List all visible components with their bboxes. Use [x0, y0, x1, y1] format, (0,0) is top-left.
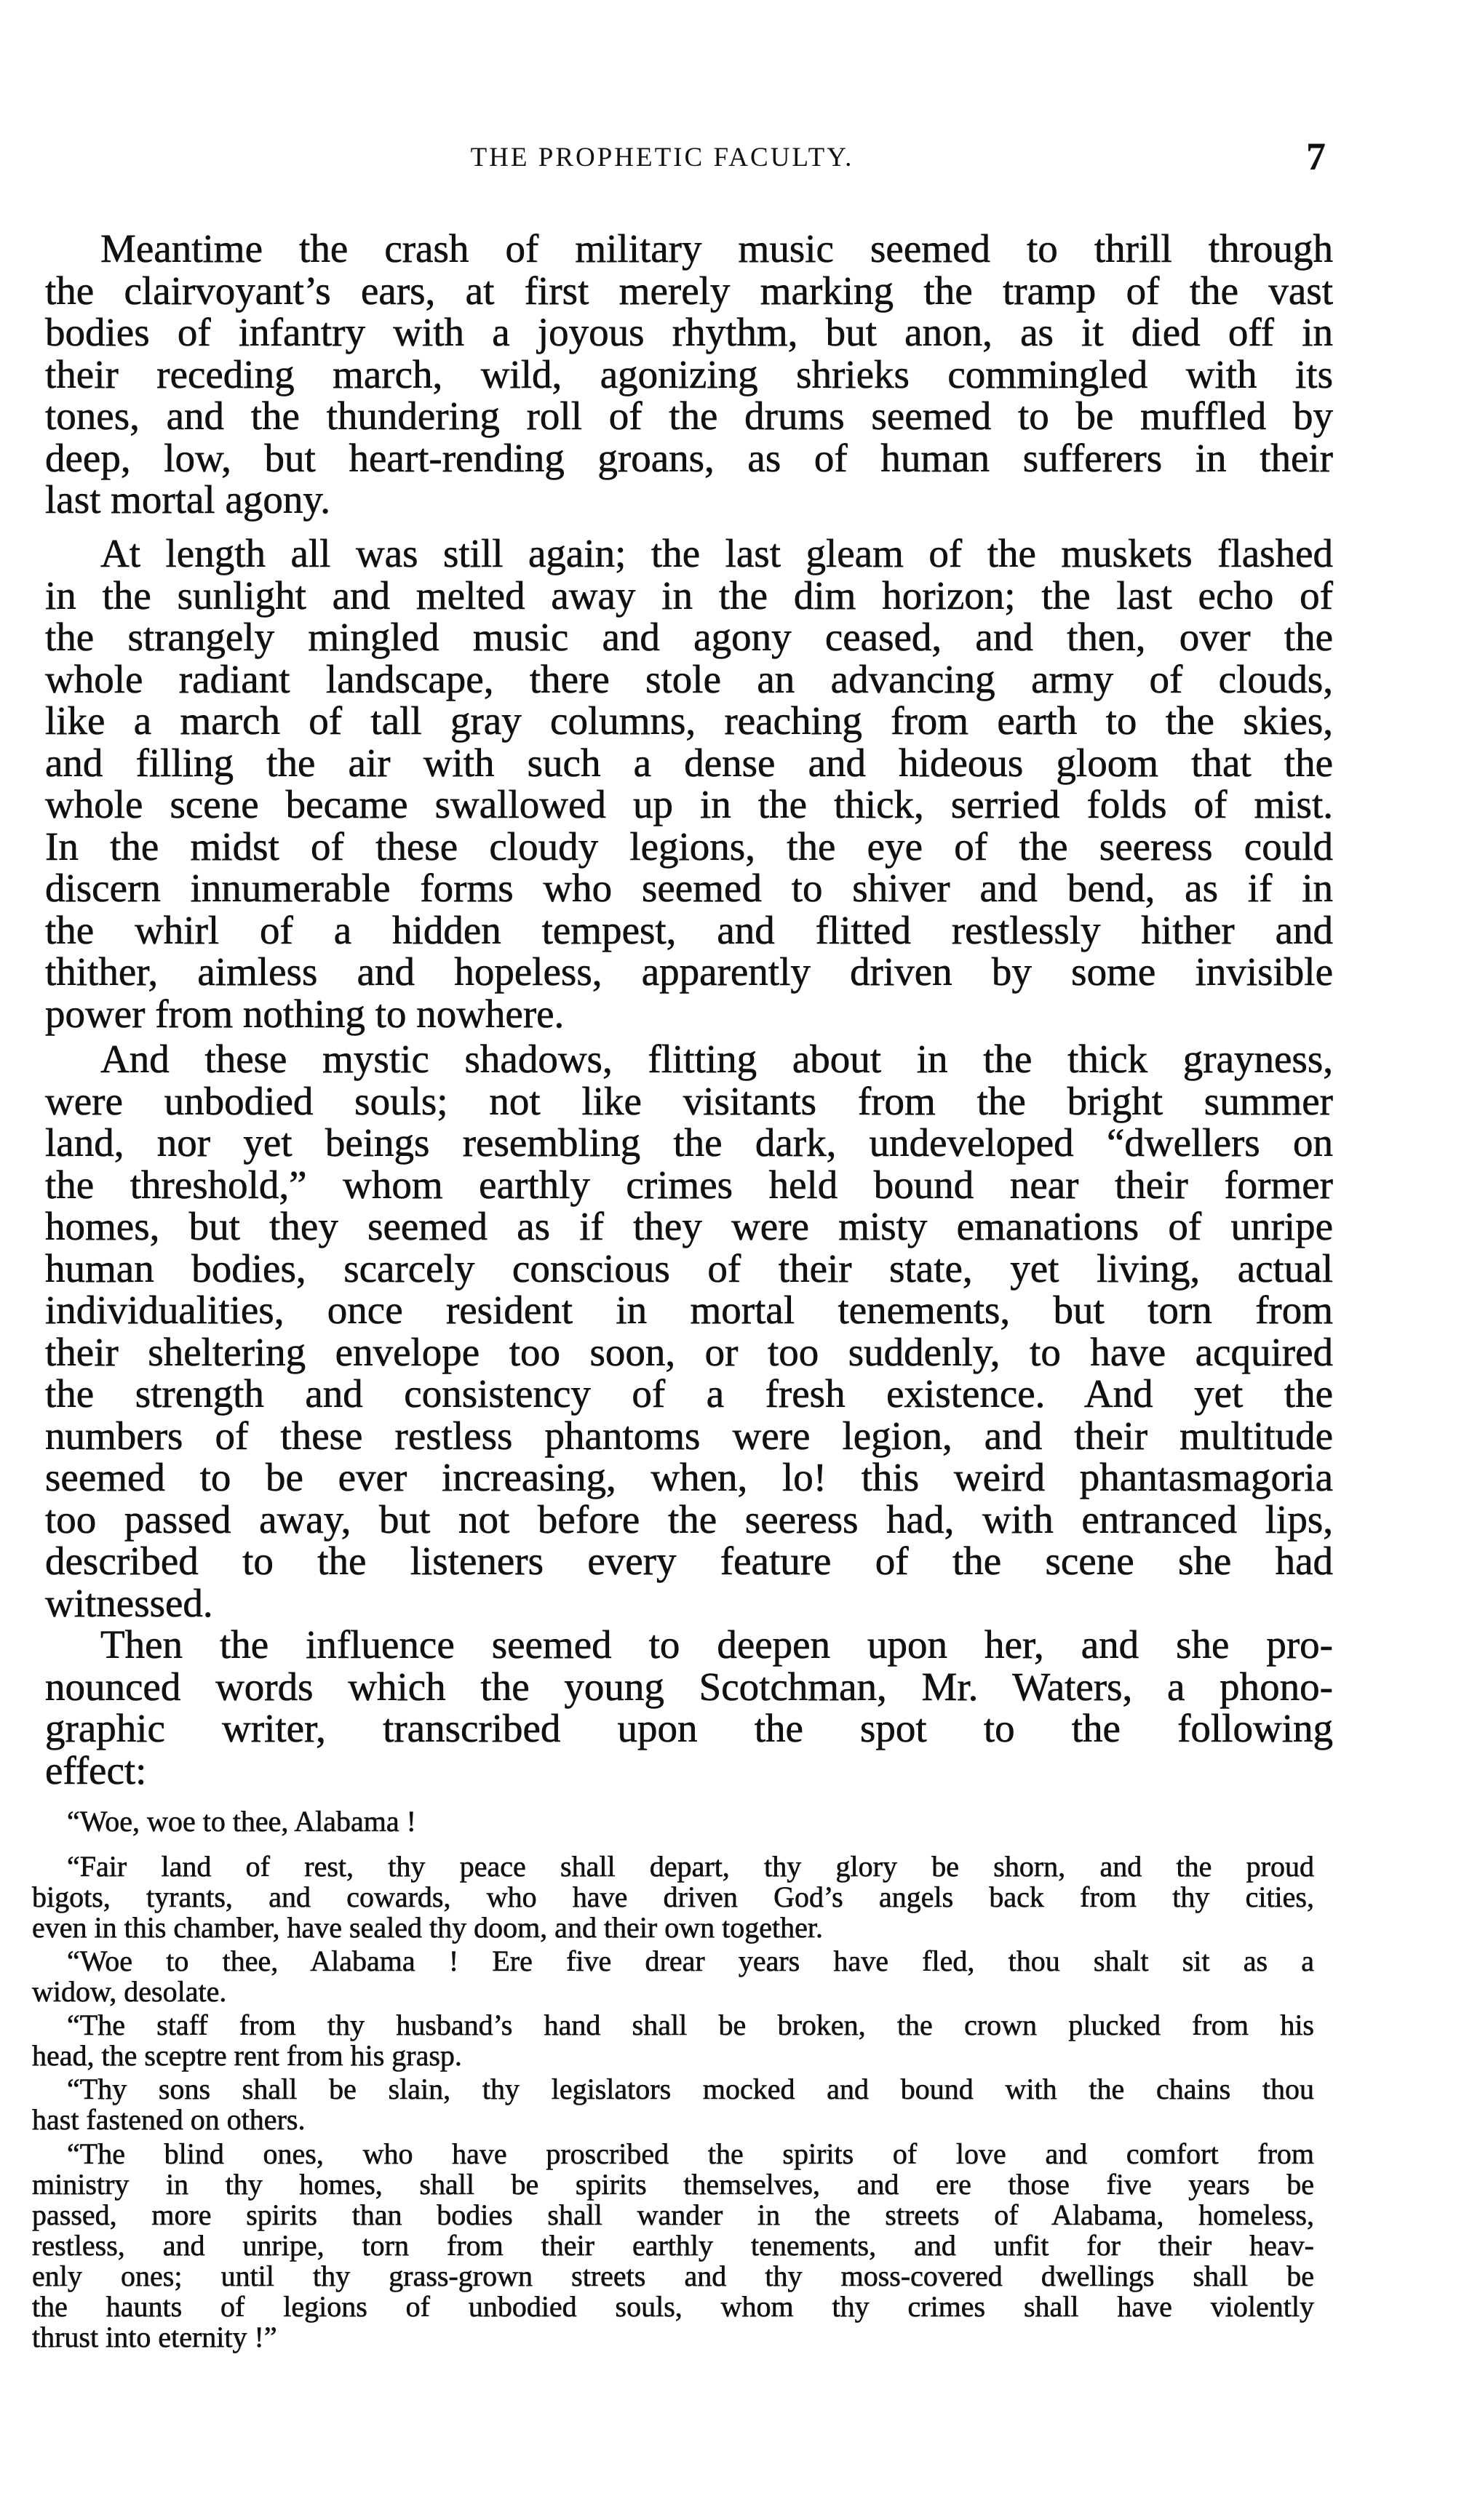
text-line: like a march of tall gray columns, reaching from earth to the skies, [45, 698, 1333, 743]
text-line: last mortal agony. [45, 477, 331, 522]
running-head: THE PROPHETIC FACULTY. [470, 143, 854, 172]
text-line: too passed away, but not before the seeress had, with entranced lips, [45, 1496, 1333, 1542]
text-line: the strangely mingled music and agony ceased, and then, over the [45, 615, 1333, 659]
text-line: the haunts of legions of unbodied souls, whom thy crimes shall have violently [32, 2290, 1314, 2323]
quote-paragraph [32, 2010, 1314, 2071]
text-line: head, the sceptre rent from his grasp. [32, 2039, 462, 2072]
text-line: their sheltering envelope too soon, or too suddenly, to have acquired [45, 1329, 1333, 1374]
text-line: and filling the air with such a dense and hideous gloom that the [45, 740, 1333, 785]
text-line: in the sunlight and melted away in the dim horizon; the last echo of [45, 573, 1333, 618]
text-line: “Thy sons shall be slain, thy legislators mocked and bound with the chains thou [67, 2073, 1314, 2105]
text-line: individualities, once resident in mortal tenements, but torn from [45, 1288, 1333, 1332]
text-line: the whirl of a hidden tempest, and flitted restlessly hither and [45, 907, 1333, 952]
text-line: whole scene became swallowed up in the thick, serried folds of mist. [45, 782, 1333, 826]
text-line: restless, and unripe, torn from their earthly tenements, and unfit for their heav- [32, 2229, 1314, 2262]
text-line: hast fastened on others. [32, 2103, 306, 2136]
text-line: whole radiant landscape, there stole an advancing army of clouds, [45, 656, 1333, 701]
text-line: the threshold,” whom earthly crimes held bound near their former [45, 1162, 1333, 1207]
text-line: the strength and consistency of a fresh existence. And yet the [45, 1371, 1333, 1416]
text-line: widow, desolate. [32, 1975, 227, 2008]
text-line: bodies of infantry with a joyous rhythm, but anon, as it died off in [45, 310, 1333, 354]
text-line: thither, aimless and hopeless, apparently driven by some invisible [45, 949, 1333, 994]
text-line: seemed to be ever increasing, when, lo! this weird phantasmagoria [45, 1455, 1333, 1499]
text-line: homes, but they seemed as if they were misty emanations of unripe [45, 1204, 1333, 1248]
text-line: nounced words which the young Scotchman, Mr. Waters, a phono- [45, 1664, 1333, 1709]
text-line: “The blind ones, who have proscribed the spirits of love and comfort from [67, 2137, 1314, 2170]
text-line: bigots, tyrants, and cowards, who have driven God’s angels back from thy cities, [32, 1881, 1314, 1913]
text-line: In the midst of these cloudy legions, the eye of the seeress could [45, 824, 1333, 869]
text-line: tones, and the thundering roll of the drums seemed to be muffled by [45, 394, 1333, 438]
quote-paragraph [32, 1851, 1314, 1943]
text-line: thrust into eternity !” [32, 2321, 277, 2353]
text-line: effect: [45, 1747, 147, 1793]
quote-paragraph [32, 2139, 1314, 2353]
quote-paragraph [32, 1806, 1314, 1837]
text-line: the clairvoyant’s ears, at first merely marking the tramp of the vast [45, 268, 1333, 313]
text-line: witnessed. [45, 1580, 213, 1625]
quote-paragraph [32, 2074, 1314, 2135]
paragraph [45, 1624, 1333, 1791]
quote-paragraph [32, 1946, 1314, 2007]
paragraph [45, 533, 1333, 1034]
text-line: “Woe, woe to thee, Alabama ! [67, 1805, 416, 1838]
text-line: “The staff from thy husband’s hand shall be broken, the crown plucked from his [67, 2009, 1314, 2041]
page-number: 7 [1306, 135, 1326, 178]
text-line: power from nothing to nowhere. [45, 991, 565, 1036]
text-line: Meantime the crash of military music seemed to thrill through [100, 226, 1333, 271]
text-line: discern innumerable forms who seemed to shiver and bend, as if in [45, 866, 1333, 910]
paragraph [45, 1038, 1333, 1624]
text-line: land, nor yet beings resembling the dark, undeveloped “dwellers on [45, 1120, 1333, 1165]
text-line: their receding march, wild, agonizing shrieks commingled with its [45, 351, 1333, 396]
text-line: were unbodied souls; not like visitants from the bright summer [45, 1078, 1333, 1123]
text-line: ministry in thy homes, shall be spirits themselves, and ere those five years be [32, 2168, 1314, 2201]
text-line: graphic writer, transcribed upon the spot to the following [45, 1706, 1333, 1750]
paragraph [45, 228, 1333, 521]
text-line: described to the listeners every feature of the scene she had [45, 1539, 1333, 1583]
text-line: numbers of these restless phantoms were legion, and their multitude [45, 1413, 1333, 1458]
text-line: even in this chamber, have sealed thy doom, and their own together. [32, 1911, 823, 1944]
text-line: deep, low, but heart-rending groans, as of human sufferers in their [45, 435, 1333, 480]
text-line: human bodies, scarcely conscious of their state, yet living, actual [45, 1245, 1333, 1291]
text-line: At length all was still again; the last gleam of the muskets flashed [100, 531, 1333, 575]
text-line: passed, more spirits than bodies shall wander in the streets of Alabama, homeless, [32, 2198, 1314, 2231]
text-line: And these mystic shadows, flitting about in the thick grayness, [100, 1037, 1333, 1081]
text-line: enly ones; until thy grass-grown streets and thy moss-covered dwellings shall be [32, 2260, 1314, 2292]
text-line: Then the influence seemed to deepen upon her, and she pro- [100, 1622, 1333, 1667]
text-line: “Woe to thee, Alabama ! Ere five drear years have fled, thou shalt sit as a [67, 1945, 1314, 1977]
text-line: “Fair land of rest, thy peace shall depart, thy glory be shorn, and the proud [67, 1850, 1314, 1883]
